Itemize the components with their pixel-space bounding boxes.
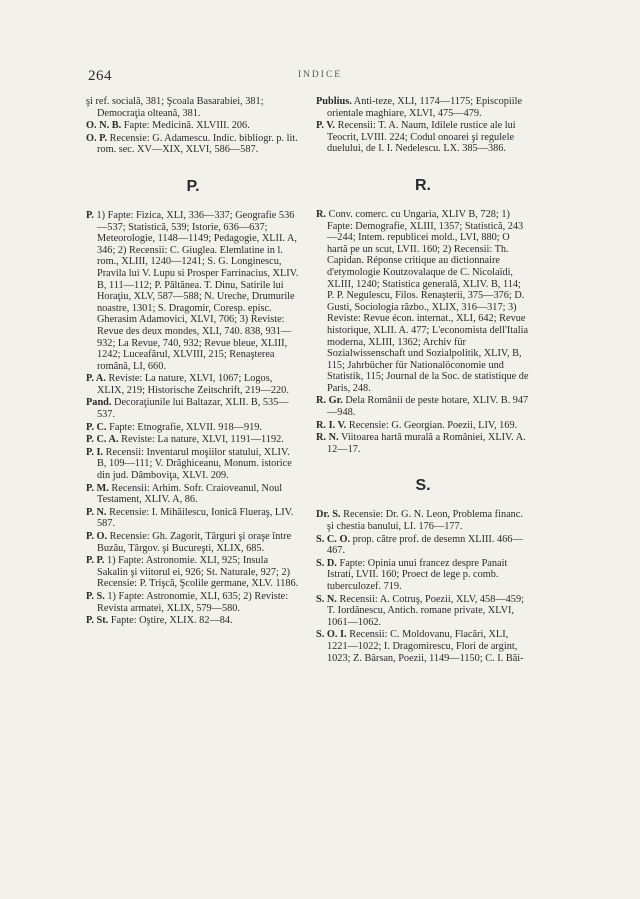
entry-key: R. N. (316, 432, 339, 444)
index-entry (86, 483, 300, 506)
entry-text: Fapte: Medicină. XLVIII. 206. (123, 120, 250, 132)
entry-key: R. Gr. (316, 395, 343, 407)
entry-text: Fapte: Oştire, XLIX. 82—84. (110, 615, 233, 627)
entry-text: Viitoarea hartă murală a României, XLIV. A. 12—17. (327, 432, 526, 455)
index-entry (86, 555, 300, 590)
entry-key: P. S. (86, 590, 105, 602)
entry-text: Decoraţiunile lui Baltazar, XLII. B, 535—537. (97, 397, 289, 421)
entry-text: Recensii: A. Cotruş, Poezii, XLV, 458—459; T. Iordănescu, Antich. romane private, XLVI, 1061—1062. (327, 593, 524, 628)
entry-key: P. P. (86, 555, 105, 567)
right-column (316, 96, 530, 665)
section-heading: P. (186, 177, 200, 195)
entry-text: Recensie: G. Adamescu. Indic. bibliogr. p. lit. rom. sec. XV—XIX, XLVI, 586—587. (97, 132, 298, 156)
index-entry (86, 434, 300, 446)
index-entry (86, 96, 300, 119)
index-entry (316, 509, 530, 532)
entry-text: Recensie: I. Mihăilescu, Ionică Flueraş, LIV. 587. (97, 506, 294, 530)
entry-key: P. M. (86, 482, 109, 494)
entry-text: Dela Românii de peste hotare, XLIV. B. 947—948. (327, 395, 529, 419)
index-entry (316, 420, 530, 432)
entry-text: Conv. comerc. cu Ungaria, XLIV B, 728; 1) Fapte: Demografie, XLIII, 1357; Statistică, 243—244; Intem. republicei mold., LVI, 880; O hartă pe un scut, LVII. 160; 2) Recensii: Th. Capidan. Réponse critique au dictionnaire d'etymologie Koutzovalaque de C. Nicolaïdi, XLIII, 1240; Statistica generală, XLIV. B, 114; P. P. Negulescu, Filos. Renaşterii, 375—376; D. Gusti, Sociologia războ., XLIX, 316—317; 3) Reviste: Revue écon. internat., XLI, 642; Revue historique, XLII. A. 477; L'economista dell'Italia moderna, XLIII, 1362; Archiv für Sozialwissenschaft und Sozialpolitik, XLIV, B, 115; Jahrbücher für Nationalöconomie und Statistik, 115; Journal de la Soc. de statistique de Paris, 248. (327, 208, 529, 394)
entry-text: 1) Fapte: Astronomie. XLI, 925; Insula Sakalin şi viitorul ei, 926; St. Naturale, 927; 2) Recensie: P. Trişcă, Şcolile germane, XLV. 1186. (97, 555, 299, 590)
entry-key: S. D. (316, 557, 337, 569)
index-entry (316, 96, 530, 119)
entry-key: P. St. (86, 615, 109, 627)
entry-key: P. V. (316, 120, 335, 132)
entry-key: P. A. (86, 373, 106, 385)
entry-text: 1) Fapte: Fizica, XLI, 336—337; Geografie 536—537; Statistică, 539; Istorie, 636—637; Meteorologie, 1148—1149; Pedagogie, XLII. A, 346; 2) Recensii: C. Giuglea. Elemlatine in l. rom., XLIII, 1240—1241; S. G. Longinescu, Pravila lui V. Lupu si Prosper Farrinacius, XLIV. B, 111—112; P. Păltănea. T. Dinu, Satirile lui Horaţiu, XLV, 587—588; N. Ureche, Drumurile noastre, 1301; S. Dragomir, Coresp. episc. Gherasim Adamovici, XLVI, 706; 3) Reviste: Revue des deux mondes, XLI, 740. 838, 931—932; La Revue, 740, 932; Revue bleue, XLIII, 1242; Luceafărul, XLVIII, 215; Renaşterea română, LI, 660. (96, 209, 299, 372)
section-heading: R. (415, 176, 431, 194)
index-entry (86, 507, 300, 530)
entry-key: R. (316, 208, 327, 220)
index-entry (86, 615, 300, 627)
entry-text: Fapte: Opinia unui francez despre Panait Istrati, LVII. 160; Proect de lege p. comb. tuberculozef. 719. (327, 557, 508, 592)
entry-text: Fapte: Etnografie, XLVII. 918—919. (109, 421, 262, 433)
entry-key: S. O. I. (316, 629, 347, 641)
entry-key: Publius. (316, 96, 352, 107)
entry-key: Pand. (86, 397, 112, 409)
entry-text: Recensii: Inventarul moşiilor statului, XLIV. B, 109—111; V. Drăghiceanu, Monum. istorice din jud. Dâmboviţa, XLVI. 209. (97, 446, 292, 482)
index-entry (316, 120, 530, 155)
entry-key: Dr. S. (316, 509, 341, 521)
entry-text: Reviste: La nature, XLVI, 1067; Logos, XLIX, 219; Historische Zeitschrift, 219—220. (97, 373, 289, 396)
entry-key: P. N. (86, 506, 107, 518)
index-entry (316, 432, 530, 455)
index-entry (86, 531, 300, 554)
index-entry (86, 120, 300, 132)
entry-key: S. C. O. (316, 533, 351, 545)
entry-text: Recensie: Gh. Zagorit, Târguri şi oraşe între Buzău, Târgov. şi Bucureşti, XLIX, 685. (97, 531, 292, 554)
entry-text: şi ref. socială, 381; Şcoala Basarabiei, 381; Democraţia olteană, 381. (86, 96, 264, 119)
index-entry (86, 133, 300, 156)
left-column (86, 96, 300, 628)
index-entry (86, 422, 300, 434)
entry-text: Recensie: G. Georgian. Poezii, LIV, 169. (348, 419, 518, 431)
entry-text: Recensii: C. Moldovanu, Flacări, XLI, 1221—1022; I. Dragomirescu, Flori de argint, 1023; Z. Bârsan, Poezii, 1149—1150; C. I. Băi- (327, 629, 524, 664)
entry-key: P. O. (86, 531, 108, 542)
entry-text: Recensii: T. A. Naum, Idilele rustice ale lui Teocrit, LVIII. 224; Codul onoarei şi regulele duelului, de I. I. Nedelescu. LX. 385—386. (327, 120, 516, 155)
entry-key: O. N. B. (86, 120, 122, 132)
index-entry (86, 210, 300, 372)
running-head: INDICE (297, 70, 343, 80)
entry-text: Recensie: Dr. G. N. Leon, Problema financ. şi chestia banului, LI. 176—177. (327, 509, 523, 533)
index-entry (86, 373, 300, 396)
entry-key: P. (86, 209, 94, 221)
entry-text: 1) Fapte: Astronomie, XLI, 635; 2) Reviste: Revista armatei, XLIX, 579—580. (97, 590, 289, 614)
entry-text: Recensii: Arhim. Sofr. Craioveanul, Noul Testament, XLIV. A, 86. (97, 482, 283, 506)
entry-key: S. N. (316, 593, 337, 605)
page-number: 264 (88, 68, 112, 84)
index-entry (86, 591, 300, 614)
index-entry (86, 447, 300, 482)
entry-key: R. I. V. (316, 419, 347, 431)
index-entry (316, 534, 530, 557)
entry-text: Anti-teze, XLI, 1174—1175; Episcopiile orientale maghiare, XLVI, 475—479. (327, 96, 523, 119)
section-heading: S. (415, 477, 431, 495)
index-entry (316, 209, 530, 395)
entry-key: P. I. (86, 446, 104, 458)
index-entry (316, 395, 530, 418)
index-entry (316, 594, 530, 629)
index-entry (316, 558, 530, 593)
index-entry (316, 629, 530, 664)
entry-text: Reviste: La nature, XLVI, 1191—1192. (121, 434, 284, 446)
entry-text: prop. către prof. de desemn XLIII. 466—467. (327, 533, 523, 557)
entry-key: P. C. (86, 421, 107, 433)
entry-key: O. P. (86, 132, 108, 144)
index-entry (86, 397, 300, 420)
entry-key: P. C. A. (86, 434, 119, 446)
